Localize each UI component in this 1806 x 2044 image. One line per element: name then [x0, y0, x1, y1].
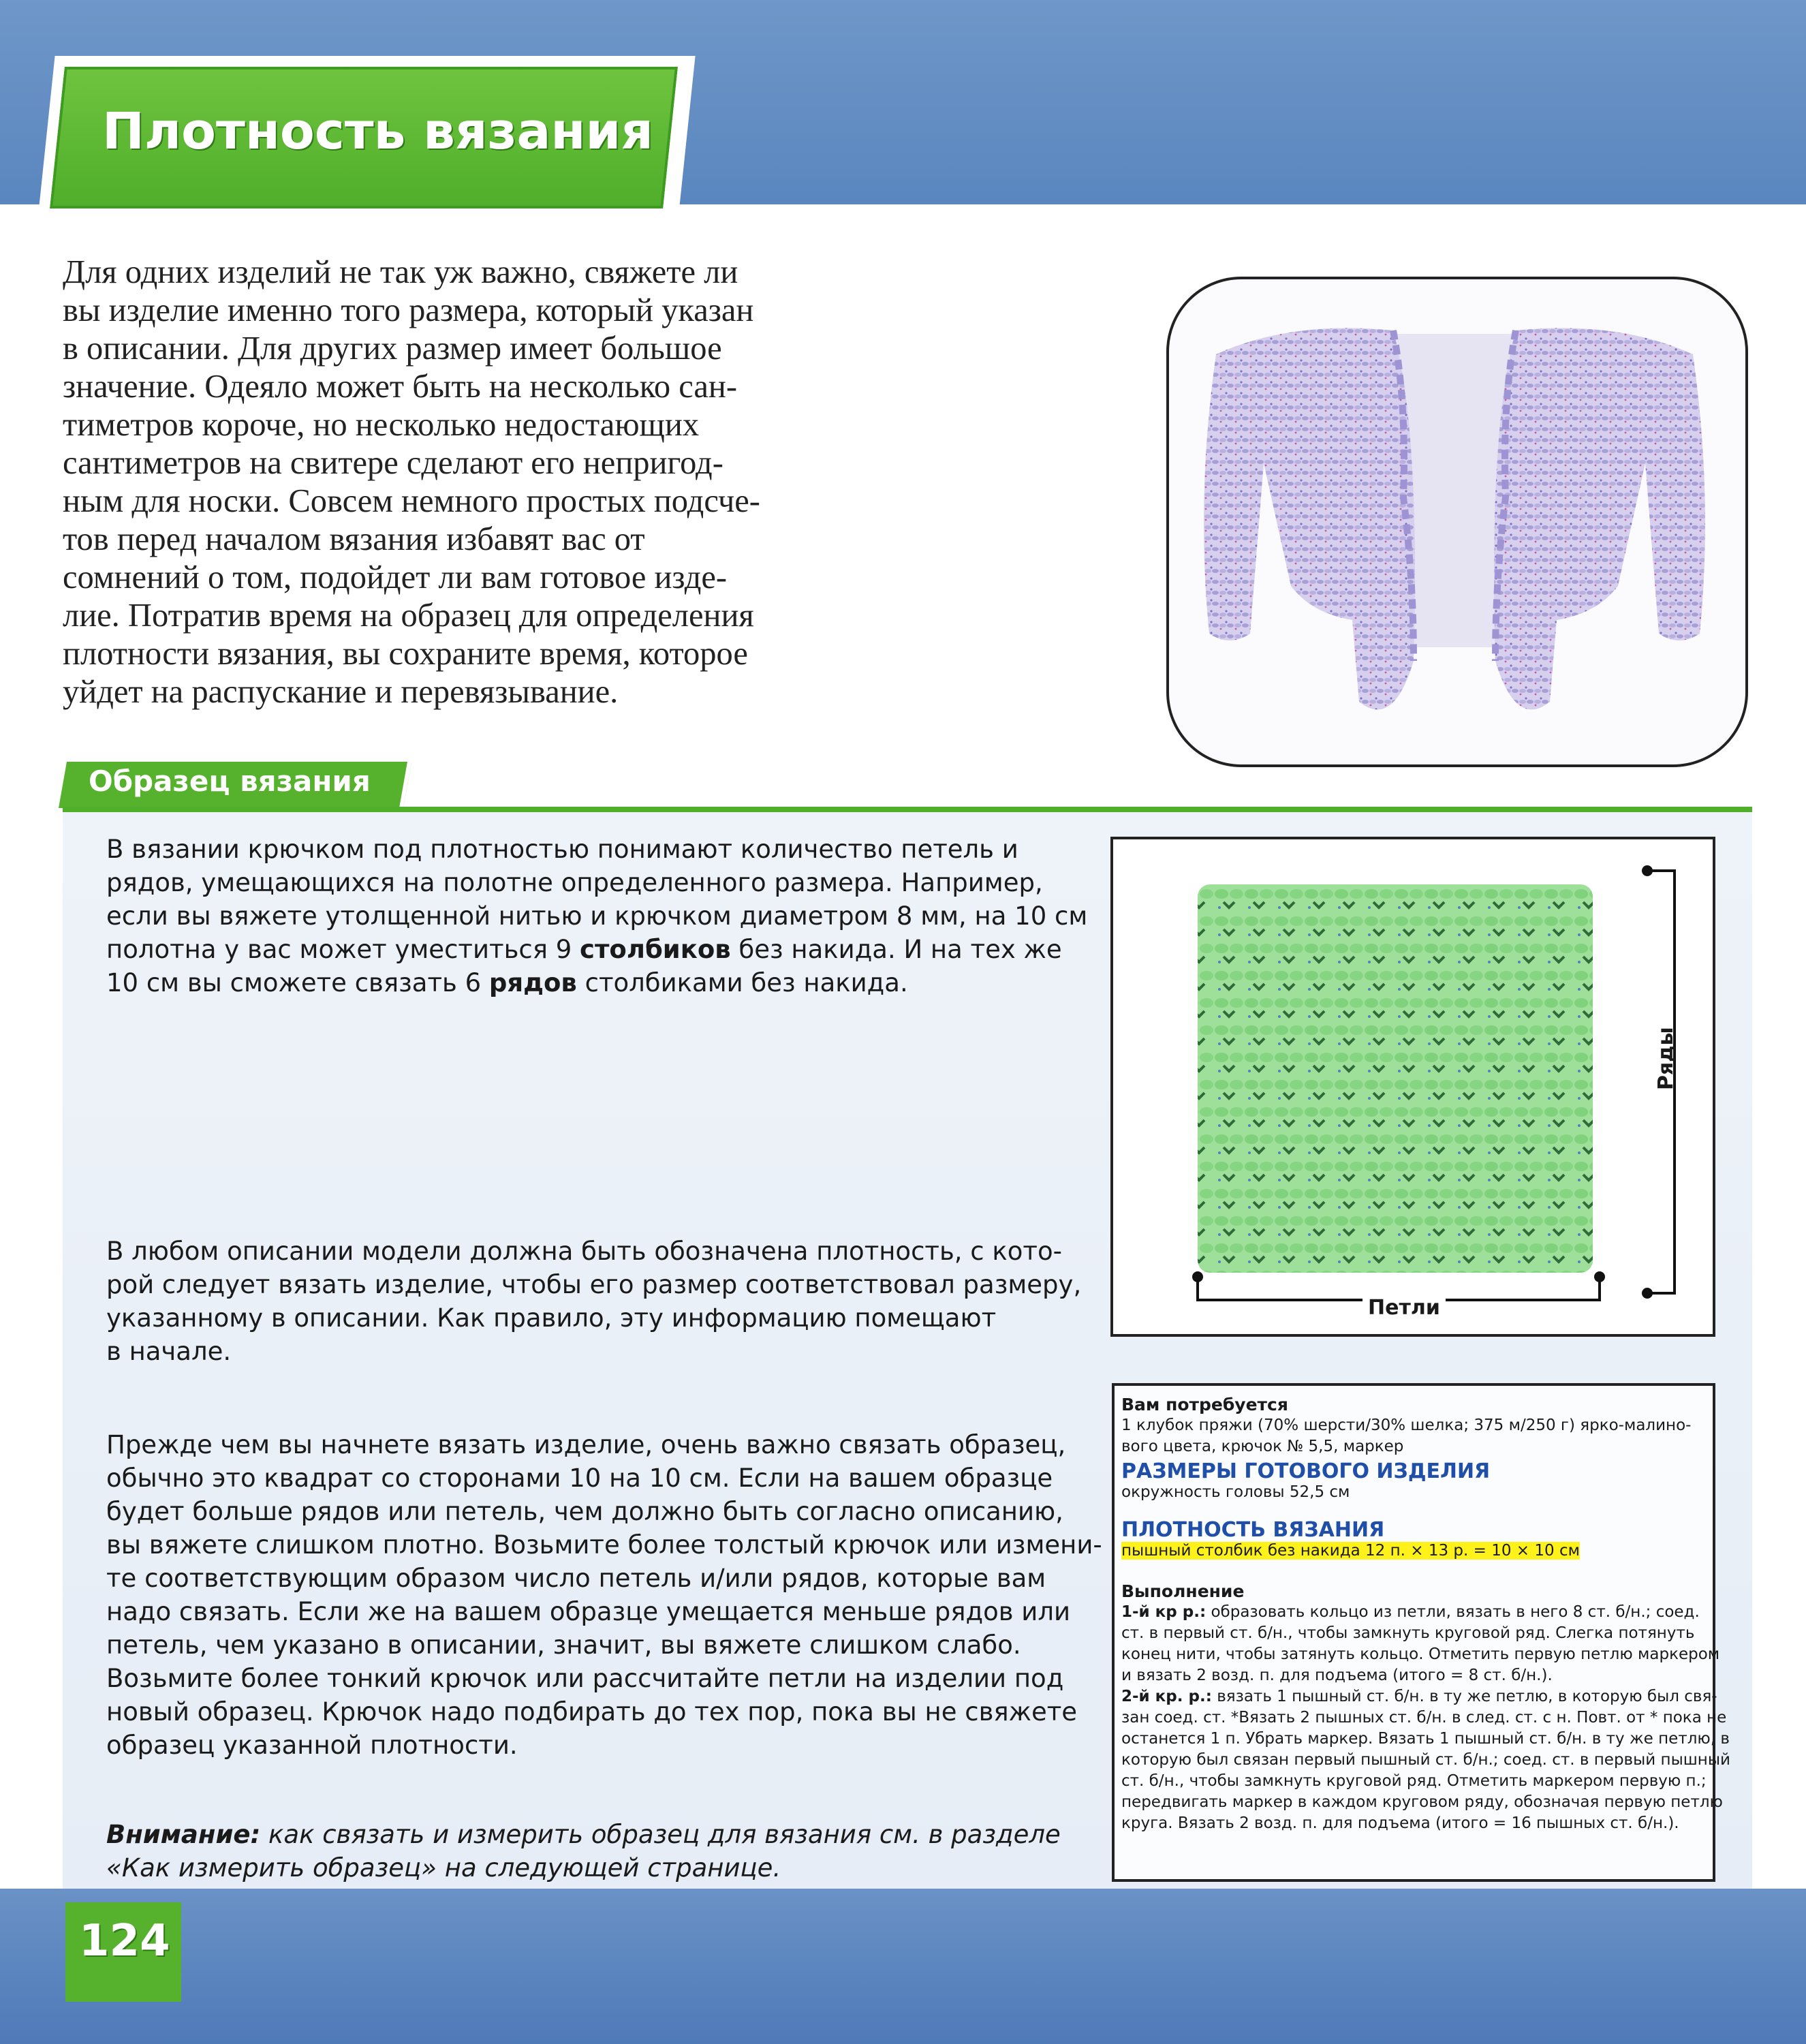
materials-block — [1121, 1394, 1707, 1457]
text-line: обычно это квадрат со сторонами 10 на 10 см. Если на вашем образце — [106, 1464, 1053, 1493]
text-line: окружность головы 52,5 см — [1121, 1483, 1350, 1501]
text-line: вы вяжете слишком плотно. Возьмите более толстый крючок или измени- — [106, 1530, 1102, 1560]
note-label: Внимание: — [106, 1820, 261, 1849]
intro-line: ным для носки. Совсем немного простых подсче- — [63, 483, 760, 519]
text-line: будет больше рядов или петель, чем должно быть согласно описанию, — [106, 1497, 1063, 1526]
text-line — [106, 933, 1074, 966]
intro-line: тов перед началом вязания избавят вас от — [63, 521, 645, 557]
text-line: конец нити, чтобы затянуть кольцо. Отметить первую петлю маркером — [1121, 1645, 1720, 1663]
intro-line: плотности вязания, вы сохраните время, которое — [63, 636, 748, 672]
text-line: ст. в первый ст. б/н., чтобы замкнуть круговой ряд. Слегка потянуть — [1121, 1624, 1695, 1642]
text-line: передвигать маркер в каждом круговом ряду, обозначая первую петлю — [1121, 1793, 1723, 1811]
text-line: «Как измерить образец» на следующей странице. — [106, 1853, 781, 1883]
intro-paragraph — [63, 253, 976, 711]
text-line: те соответствующим образом число петель и/или рядов, которые вам — [106, 1564, 1046, 1593]
text-line: В вязании крючком под плотностью понимают количество петель и — [106, 835, 1018, 864]
bold-term: столбиков — [580, 935, 731, 964]
text-line: в начале. — [106, 1337, 232, 1366]
intro-line: тиметров короче, но несколько недостающих — [63, 407, 700, 443]
text-line: Прежде чем вы начнете вязать изделие, очень важно связать образец, — [106, 1430, 1066, 1459]
text-line: вого цвета, крючок № 5,5, маркер — [1121, 1438, 1404, 1455]
text-line: 1 клубок пряжи (70% шерсти/30% шелка; 375 м/250 г) ярко-малино- — [1121, 1416, 1692, 1434]
cardigan-photo — [1189, 293, 1720, 743]
text-line: зан соед. ст. *Вязать 2 пышных ст. б/н. в след. ст. с н. Повт. от * пока не — [1121, 1709, 1727, 1726]
text-line: Возьмите более тонкий крючок или рассчитайте петли на изделии под — [106, 1664, 1064, 1693]
round-label: 1-й кр р.: — [1121, 1603, 1206, 1621]
section-divider — [63, 807, 1752, 812]
text-line: если вы вяжете утолщенной нитью и крючком диаметром 8 мм, на 10 см — [106, 901, 1088, 931]
swatch-figure — [1184, 857, 1702, 1320]
sizes-block — [1121, 1461, 1707, 1503]
text-line: В любом описании модели должна быть обозначена плотность, с кото- — [106, 1237, 1062, 1266]
text-line — [1121, 1602, 1707, 1623]
text-run: полотна у вас может уместиться 9 — [106, 935, 580, 964]
text-line: которую был связан первый пышный ст. б/н.; соед. ст. в первый пышный — [1121, 1751, 1730, 1769]
attention-note — [106, 1818, 1074, 1885]
paragraph-swatch-advice — [106, 1428, 1102, 1762]
text-line: петель, чем указано в описании, значит, вы вяжете слишком слабо. — [106, 1630, 1021, 1660]
text-run: без накида. И на тех же — [730, 935, 1062, 964]
text-run: вязать 1 пышный ст. б/н. в ту же петлю, в которую был свя- — [1211, 1688, 1717, 1705]
text-run: как связать и измерить образец для вязания см. в разделе — [260, 1820, 1061, 1849]
intro-line: лие. Потратив время на образец для определения — [63, 598, 754, 634]
text-line: останется 1 п. Убрать маркер. Вязать 1 пышный ст. б/н. в ту же петлю, в — [1121, 1730, 1730, 1748]
page-title: Плотность вязания — [102, 102, 653, 161]
round-label: 2-й кр. р.: — [1121, 1688, 1212, 1705]
intro-line: уйдет на распускание и перевязывание. — [63, 674, 619, 710]
text-line: ст. б/н., чтобы замкнуть круговой ряд. Отметить маркером первую п.; — [1121, 1772, 1707, 1790]
text-line: новый образец. Крючок надо подбирать до тех пор, пока вы не свяжете — [106, 1697, 1078, 1726]
text-line — [106, 1818, 1074, 1851]
rows-label: Ряды — [1654, 1027, 1678, 1090]
text-run: 10 см вы сможете связать 6 — [106, 968, 489, 997]
intro-line: Для одних изделий не так уж важно, свяжете ли — [63, 254, 738, 290]
intro-line: в описании. Для других размер имеет большое — [63, 330, 722, 367]
text-line: и вязать 2 возд. п. для подъема (итого = 8 ст. б/н.). — [1121, 1667, 1553, 1684]
intro-line: значение. Одеяло может быть на несколько сан- — [63, 369, 738, 405]
instructions-block — [1121, 1581, 1730, 1834]
intro-line: вы изделие именно того размера, который указан — [63, 292, 754, 328]
gauge-heading: ПЛОТНОСТЬ ВЯЗАНИЯ — [1121, 1518, 1385, 1542]
bottom-band — [0, 1889, 1806, 2044]
text-line: рядов, умещающихся на полотне определенного размера. Например, — [106, 868, 1043, 897]
gauge-block — [1121, 1519, 1707, 1562]
text-line: образец указанной плотности. — [106, 1731, 518, 1760]
section-title: Образец вязания — [89, 764, 371, 798]
gauge-highlight: пышный столбик без накида 12 п. × 13 р. = 10 × 10 см — [1121, 1542, 1580, 1560]
text-line: указанному в описании. Как правило, эту информацию помещают — [106, 1303, 997, 1333]
intro-line: сомнений о том, подойдет ли вам готовое изде- — [63, 559, 728, 595]
materials-heading: Вам потребуется — [1121, 1395, 1288, 1414]
text-line — [106, 966, 1074, 1000]
instructions-heading: Выполнение — [1121, 1581, 1245, 1601]
sizes-heading: РАЗМЕРЫ ГОТОВОГО ИЗДЕЛИЯ — [1121, 1459, 1491, 1483]
paragraph-gauge-in-pattern — [106, 1235, 1082, 1368]
bold-term: рядов — [488, 968, 577, 997]
text-line: рой следует вязать изделие, чтобы его размер соответствовал размеру, — [106, 1270, 1082, 1299]
text-run: столбиками без накида. — [576, 968, 908, 997]
intro-line: сантиметров на свитере сделают его непригод- — [63, 445, 723, 481]
text-line — [1121, 1540, 1707, 1562]
loops-label: Петли — [1363, 1296, 1446, 1320]
text-run: образовать кольцо из петли, вязать в него 8 ст. б/н.; соед. — [1206, 1603, 1700, 1621]
text-line: круга. Вязать 2 возд. п. для подъема (итого = 16 пышных ст. б/н.). — [1121, 1814, 1679, 1832]
paragraph-gauge-definition — [106, 833, 1088, 1000]
text-line: надо связать. Если же на вашем образце умещается меньше рядов или — [106, 1597, 1071, 1626]
page-number: 124 — [79, 1916, 170, 1966]
text-line — [1121, 1686, 1717, 1707]
